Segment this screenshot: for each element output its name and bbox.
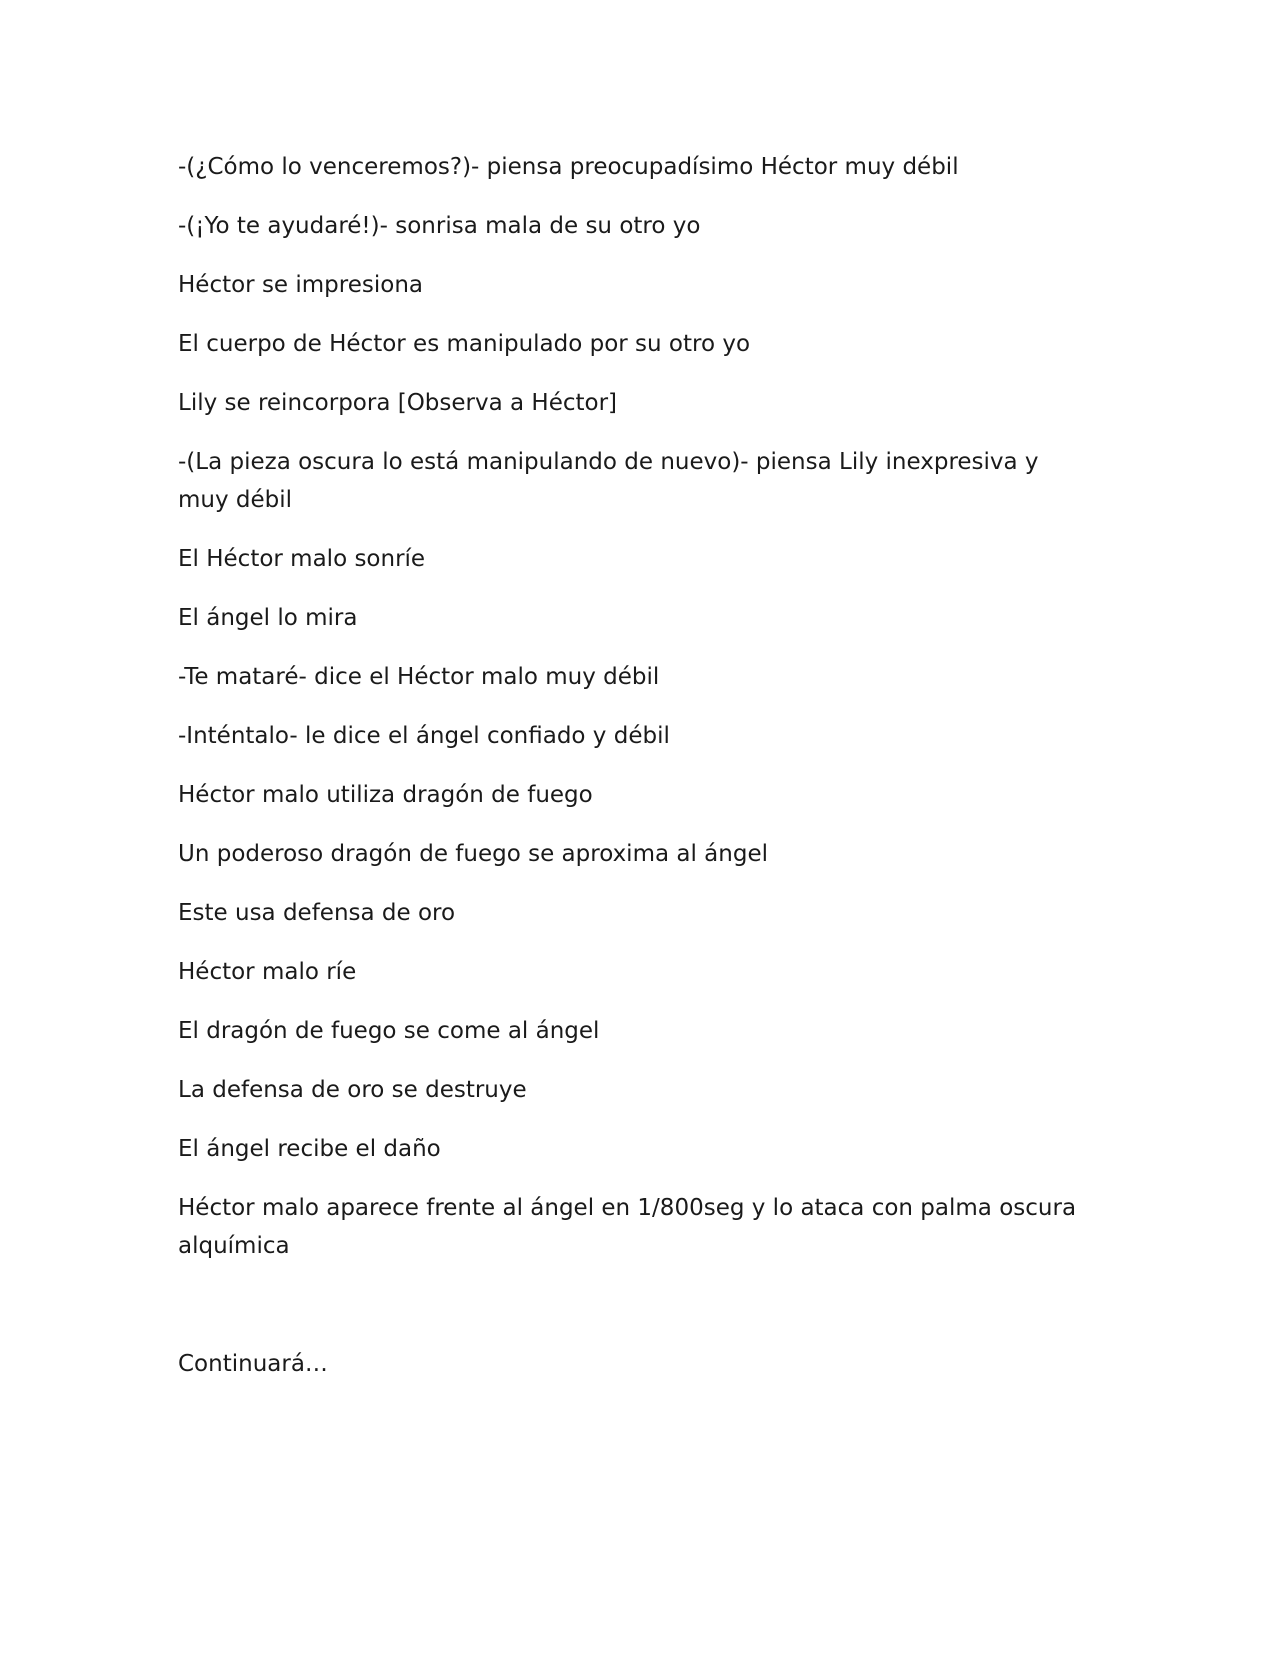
paragraph: -(¡Yo te ayudaré!)- sonrisa mala de su otro yo: [178, 213, 701, 239]
document-body: [178, 148, 1078, 1404]
paragraph: El cuerpo de Héctor es manipulado por su otro yo: [178, 331, 751, 357]
closing-line: Continuará…: [178, 1351, 328, 1377]
paragraph: El ángel recibe el daño: [178, 1136, 441, 1162]
paragraph: El Héctor malo sonríe: [178, 546, 426, 572]
paragraph: -Inténtalo- le dice el ángel confiado y débil: [178, 723, 670, 749]
paragraph: Héctor se impresiona: [178, 272, 424, 298]
paragraph: Este usa defensa de oro: [178, 900, 456, 926]
paragraph: -(La pieza oscura lo está manipulando de nuevo)- piensa Lily inexpresiva y muy débil: [178, 449, 1039, 513]
paragraph: Lily se reincorpora [Observa a Héctor]: [178, 390, 618, 416]
paragraph: -(¿Cómo lo venceremos?)- piensa preocupadísimo Héctor muy débil: [178, 154, 959, 180]
paragraph: Un poderoso dragón de fuego se aproxima al ángel: [178, 841, 768, 867]
paragraph: El dragón de fuego se come al ángel: [178, 1018, 600, 1044]
paragraph: Héctor malo utiliza dragón de fuego: [178, 782, 593, 808]
paragraph: Héctor malo ríe: [178, 959, 357, 985]
paragraph: La defensa de oro se destruye: [178, 1077, 527, 1103]
paragraph: El ángel lo mira: [178, 605, 358, 631]
paragraph: -Te mataré- dice el Héctor malo muy débil: [178, 664, 660, 690]
blank-line: [178, 1286, 1078, 1345]
paragraph: Héctor malo aparece frente al ángel en 1/800seg y lo ataca con palma oscura alquímica: [178, 1195, 1077, 1259]
